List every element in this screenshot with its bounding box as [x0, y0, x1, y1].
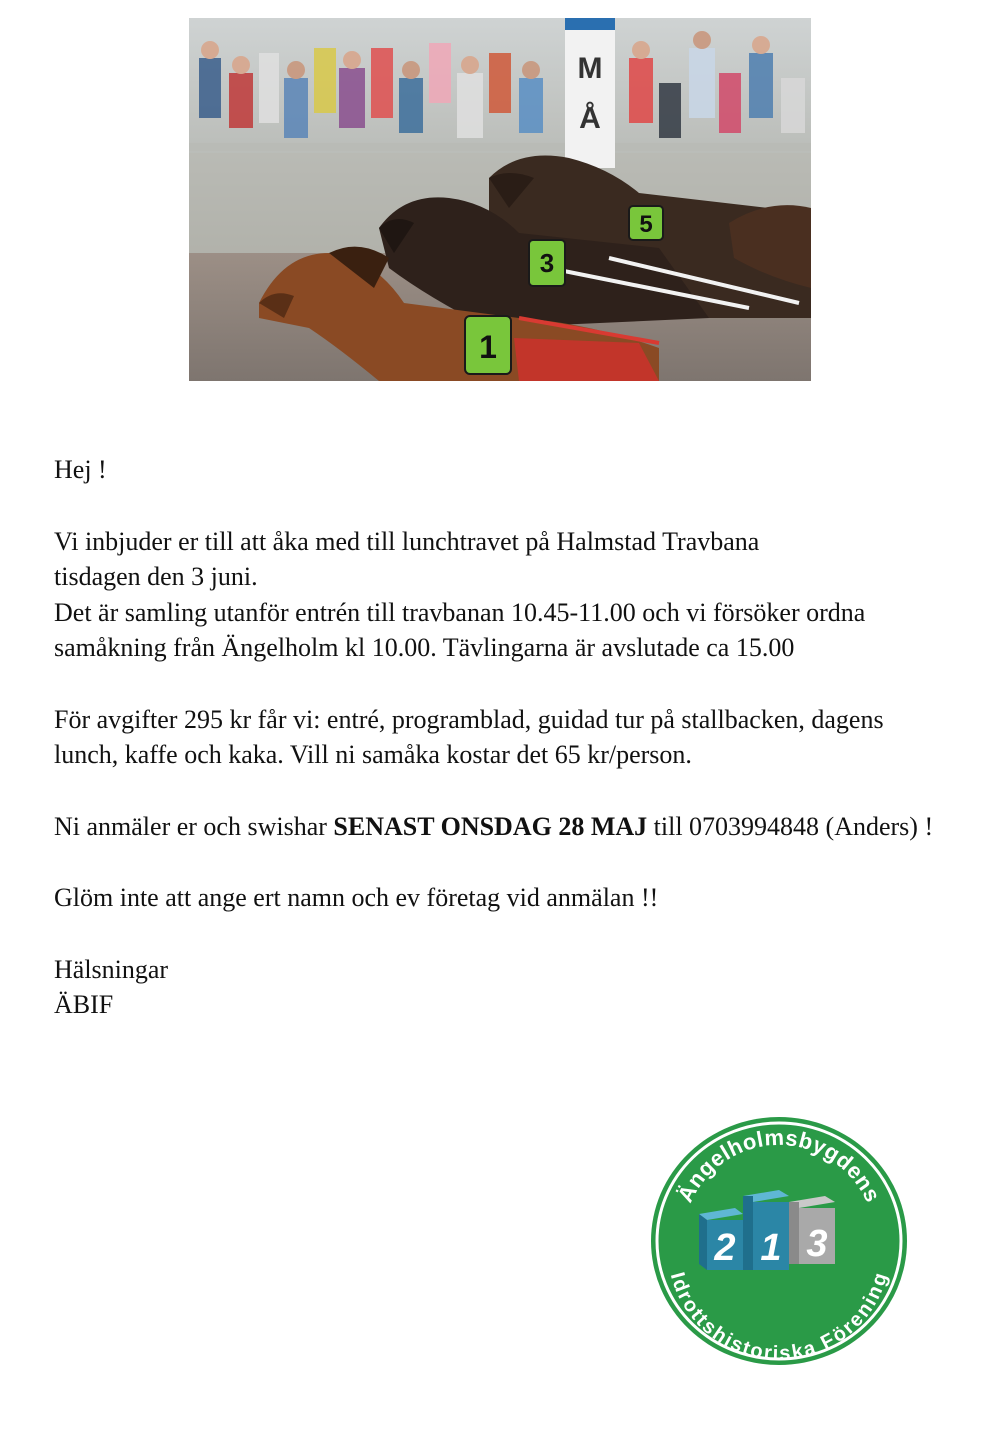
seal-top-text: Ängelholmsbygdens — [672, 1124, 886, 1207]
bib-3 — [529, 240, 565, 286]
closing: Hälsningar — [54, 954, 169, 984]
meeting-text: Det är samling utanför entrén till travbanan 10.45-11.00 och vi försöker ordna samåkning från Ängelholm kl 10.00. Tävlingarna är avslutade ca 15.00 — [54, 597, 866, 662]
signup-paragraph — [54, 809, 954, 845]
svg-text:3: 3 — [539, 248, 555, 278]
svg-text:5: 5 — [639, 211, 653, 238]
bib-1 — [465, 316, 511, 374]
club-logo-seal — [643, 1110, 915, 1372]
bib-5 — [629, 206, 663, 240]
invite-paragraph — [54, 524, 954, 666]
svg-text:M: M — [577, 52, 603, 85]
trotting-race-photo — [189, 18, 811, 381]
signup-prefix: Ni anmäler er och swishar — [54, 811, 334, 841]
signup-deadline: SENAST ONSDAG 28 MAJ — [333, 811, 648, 841]
svg-text:Å: Å — [579, 102, 601, 135]
fee-paragraph: För avgifter 295 kr får vi: entré, programblad, guidad tur på stallbacken, dagens lunch, kaffe och kaka. Vill ni samåka kostar det 65 kr/person. — [54, 704, 884, 769]
invitation-letter — [54, 452, 954, 1023]
seal-bottom-text: Idrottshistoriska Förening — [665, 1269, 893, 1365]
finish-pole — [565, 18, 615, 168]
svg-text:1: 1 — [479, 329, 497, 365]
svg-text:2: 2 — [714, 1227, 736, 1269]
invite-line-1: Vi inbjuder er till att åka med till lunchtravet på Halmstad Travbana — [54, 526, 760, 556]
signup-suffix: till 0703994848 (Anders) ! — [647, 811, 934, 841]
svg-text:1: 1 — [760, 1227, 782, 1269]
invite-line-2: tisdagen den 3 juni. — [54, 562, 258, 591]
greeting: Hej ! — [54, 455, 107, 484]
reminder: Glöm inte att ange ert namn och ev företag vid anmälan !! — [54, 883, 659, 912]
svg-text:3: 3 — [806, 1223, 828, 1265]
signature: ÄBIF — [54, 990, 114, 1019]
